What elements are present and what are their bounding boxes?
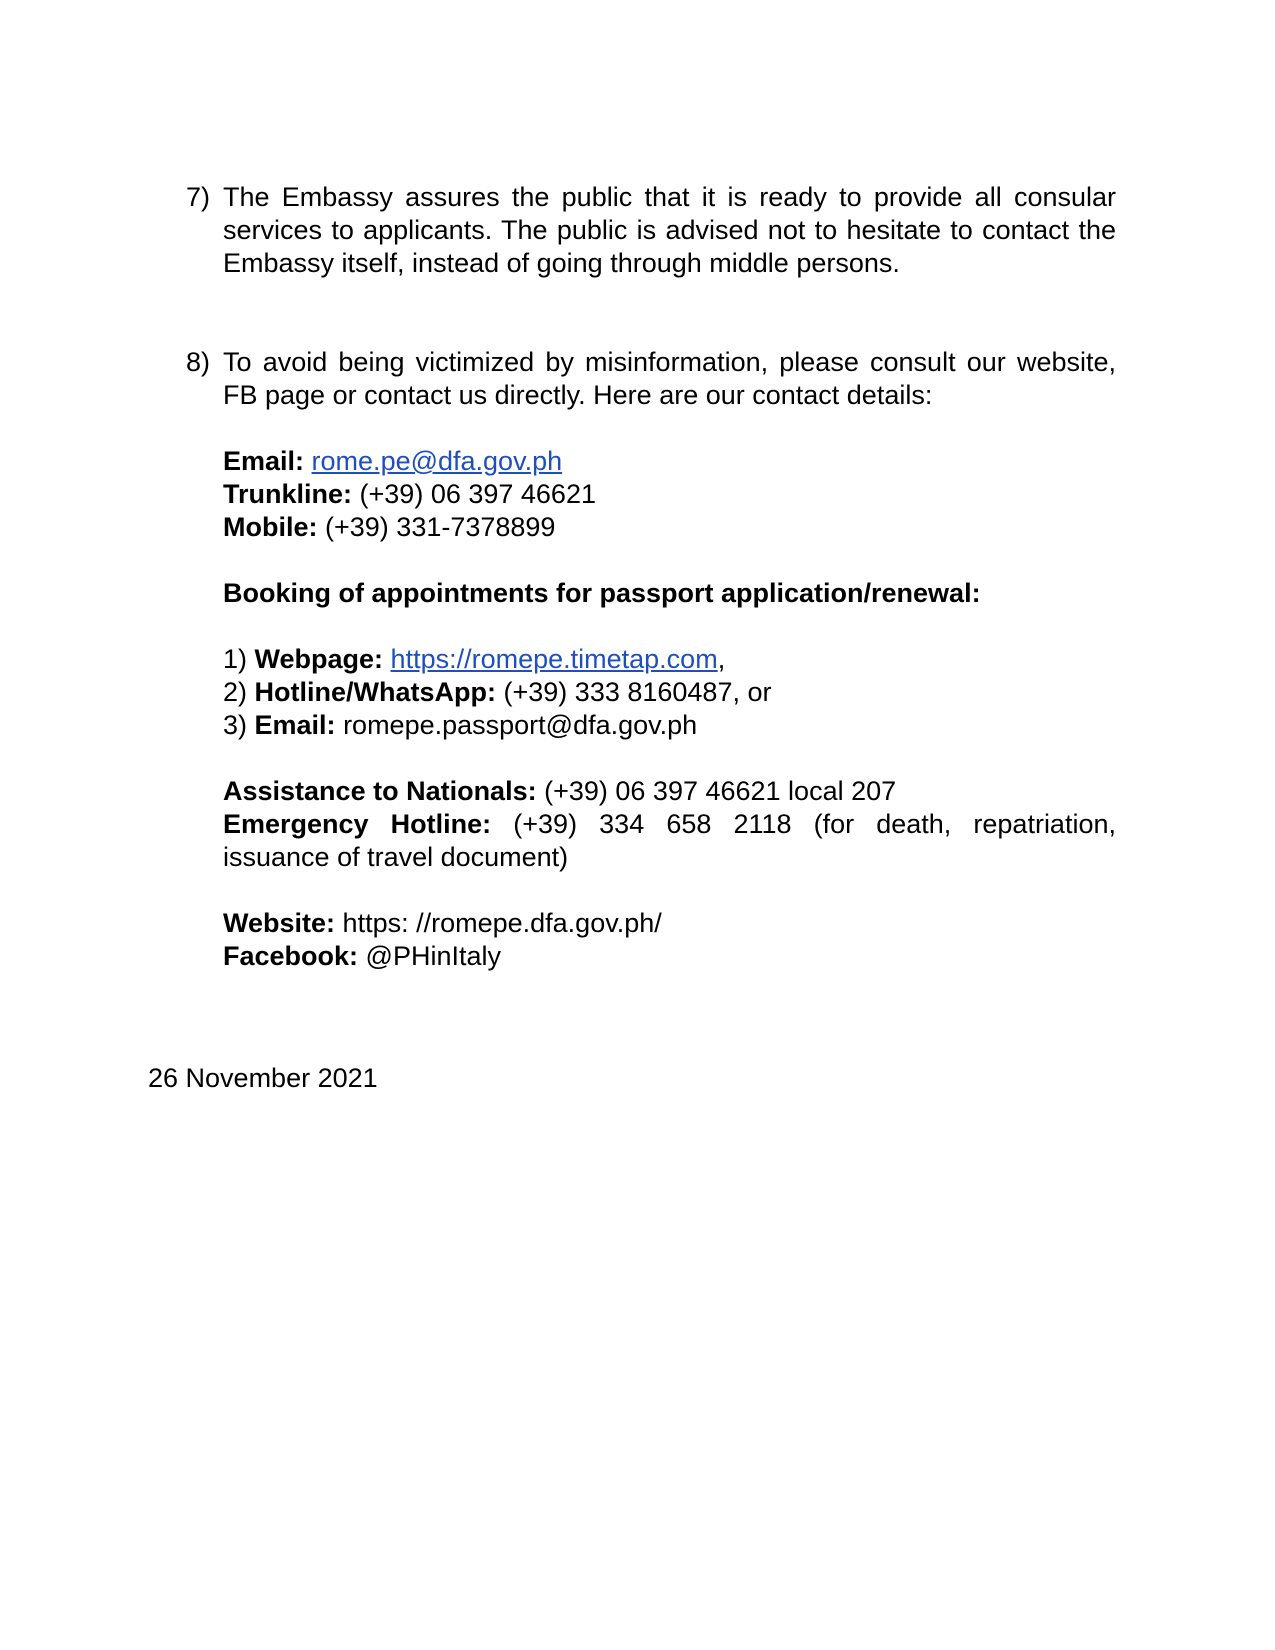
website-line — [223, 907, 1116, 940]
booking-hotline-label: Hotline/WhatsApp: — [254, 677, 496, 707]
booking-list — [223, 643, 1116, 742]
mobile-label: Mobile: — [223, 512, 318, 542]
emergency-line — [223, 808, 1116, 841]
booking-email-value: romepe.passport@dfa.gov.ph — [343, 710, 698, 740]
emergency-label: Emergency Hotline: — [223, 809, 492, 839]
booking-hotline-value: (+39) 333 8160487, or — [503, 677, 772, 707]
list-item-8 — [186, 346, 1116, 412]
booking-item-email: 3) Email: romepe.passport@dfa.gov.ph — [223, 710, 698, 740]
booking-heading: Booking of appointments for passport application/renewal: — [223, 578, 981, 608]
item-number: 8) — [186, 347, 211, 377]
item-7-text: The Embassy assures the public that it is ready to provide all consular services to applicants. The public is advised not to hesitate to contact the Embassy itself, instead of going through middle persons. — [223, 182, 1116, 278]
trunkline-label: Trunkline: — [223, 479, 353, 509]
assistance-section — [223, 775, 1116, 874]
booking-section — [223, 577, 1116, 610]
website-label: Website: — [223, 908, 336, 938]
email-label: Email: — [223, 446, 305, 476]
booking-webpage-label: Webpage: — [254, 644, 384, 674]
booking-item-webpage: 1) Webpage: https://romepe.timetap.com, — [223, 644, 726, 674]
contact-details — [223, 445, 1116, 544]
mobile-line — [223, 511, 1116, 544]
atn-label: Assistance to Nationals: — [223, 776, 537, 806]
booking-item-hotline: 2) Hotline/WhatsApp: (+39) 333 8160487, or — [223, 677, 772, 707]
emergency-value: (+39) 334 658 2118 (for death, repatriation, — [513, 809, 1116, 839]
atn-line — [223, 775, 1116, 808]
list-item-7 — [186, 181, 1116, 280]
facebook-value: @PHinItaly — [365, 941, 501, 971]
email-link[interactable]: rome.pe@dfa.gov.ph — [311, 446, 563, 476]
booking-email-label: Email: — [254, 710, 336, 740]
document-date: 26 November 2021 — [148, 1063, 378, 1093]
online-section — [223, 907, 1116, 973]
item-8-text: To avoid being victimized by misinformation, please consult our website, FB page or contact us directly. Here are our contact details: — [223, 347, 1116, 410]
mobile-value: (+39) 331-7378899 — [325, 512, 556, 542]
facebook-label: Facebook: — [223, 941, 359, 971]
website-value: https: //romepe.dfa.gov.ph/ — [342, 908, 662, 938]
emergency-line-2: issuance of travel document) — [223, 842, 569, 872]
booking-webpage-link[interactable]: https://romepe.timetap.com — [390, 644, 718, 674]
email-line — [223, 445, 1116, 478]
trunkline-line — [223, 478, 1116, 511]
trunkline-value: (+39) 06 397 46621 — [359, 479, 596, 509]
atn-value: (+39) 06 397 46621 local 207 — [544, 776, 897, 806]
facebook-line — [223, 940, 1116, 973]
item-number: 7) — [186, 182, 211, 212]
